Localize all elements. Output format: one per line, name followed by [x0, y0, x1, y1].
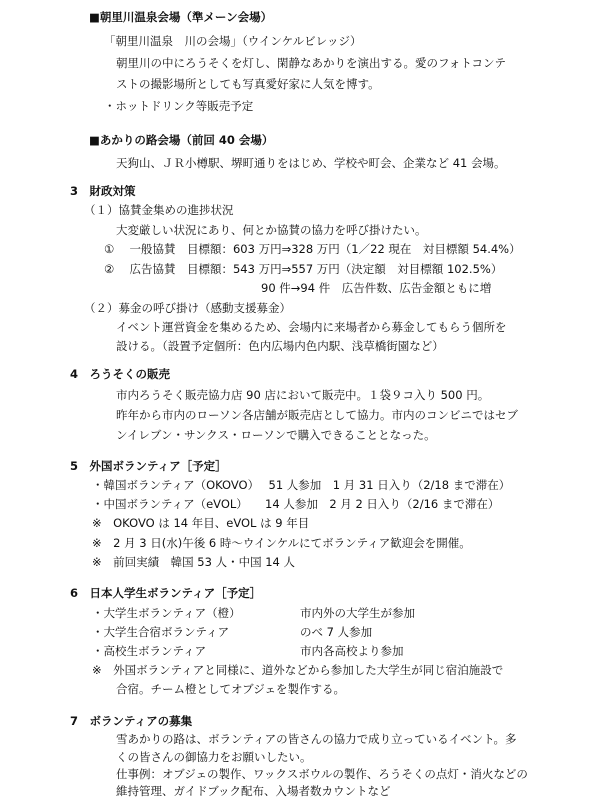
sponsorship-advertising: ② 広告協賛 目標額：543 万円⇒557 万円（決定額 対目標額 102.5%）	[104, 262, 503, 276]
section3-sub1-desc: 大変厳しい状況にあり、何とか協賛の協力を呼び掛けたい。	[116, 223, 427, 237]
student-volunteer-university-value: 市内外の大学生が参加	[300, 606, 415, 620]
section6-note-2: 合宿。チーム橙としてオブジェを製作する。	[116, 682, 345, 696]
student-volunteer-camp-value: のべ 7 人参加	[300, 625, 373, 639]
asarigawa-bullet: ・ホットドリンク等販売予定	[104, 99, 254, 113]
student-volunteer-university: ・大学生ボランティア（橙）	[92, 606, 241, 620]
akari-road-heading: ■あかりの路会場（前回 40 会場）	[89, 133, 274, 147]
section5-note-1: ※ OKOVO は 14 年目、eVOL は 9 年目	[92, 516, 310, 530]
section7-work-1: 仕事例：オブジェの製作、ワックスボウルの製作、ろうそくの点灯・消火などの	[116, 767, 528, 781]
akari-road-desc: 天狗山、ＪＲ小樽駅、堺町通りをはじめ、学校や町会、企業など 41 会場。	[116, 156, 506, 170]
section6-heading: 6 日本人学生ボランティア［予定］	[70, 586, 262, 600]
student-volunteer-camp: ・大学生合宿ボランティア	[92, 625, 230, 639]
section4-desc-2: 昨年から市内のローソン各店舗が販売店として協力。市内のコンビニではセブ	[116, 408, 519, 422]
section5-note-3: ※ 前回実績 韓国 53 人・中国 14 人	[92, 555, 296, 569]
section3-sub2-desc-1: イベント運営資金を集めるため、会場内に来場者から募金してもらう個所を	[116, 320, 507, 334]
sponsorship-advertising-note: 90 件→94 件 広告件数、広告金額ともに増	[261, 281, 492, 295]
asarigawa-subtitle: 「朝里川温泉 川の会場」（ウインケルビレッジ）	[104, 34, 362, 48]
section7-heading: 7 ボランティアの募集	[70, 714, 193, 728]
section5-heading: 5 外国ボランティア［予定］	[70, 459, 227, 473]
asarigawa-heading: ■朝里川温泉会場（準メーン会場）	[89, 10, 273, 24]
section7-desc-1: 雪あかりの路は、ボランティアの皆さんの協力で成り立っているイベント。多	[116, 732, 517, 746]
volunteer-china: ・中国ボランティア（eVOL） 14 人参加 2 月 2 日入り（2/16 まで滞在）	[92, 497, 500, 511]
sponsorship-general: ① 一般協賛 目標額：603 万円⇒328 万円（1／22 現在 対目標額 54.4%）	[104, 242, 521, 256]
section5-note-2: ※ 2 月 3 日(水)午後 6 時～ウインケルにてボランティア歓迎会を開催。	[92, 536, 471, 550]
student-volunteer-highschool: ・高校生ボランティア	[92, 644, 207, 658]
section3-sub1-heading: （１）協賛金集めの進捗状況	[84, 203, 234, 217]
asarigawa-desc-2: ストの撮影場所としても写真愛好家に人気を博す。	[116, 77, 380, 91]
section4-desc-1: 市内ろうそく販売協力店 90 店において販売中。１袋９コ入り 500 円。	[116, 388, 490, 402]
section3-sub2-desc-2: 設ける。（設置予定個所：色内広場内色内駅、浅草橋街園など）	[116, 339, 444, 353]
section6-note-1: ※ 外国ボランティアと同様に、道外などから参加した大学生が同じ宿泊施設で	[92, 663, 504, 677]
section3-heading: 3 財政対策	[70, 184, 136, 198]
section4-desc-3: ンイレブン・サンクス・ローソンで購入できることとなった。	[116, 428, 436, 442]
section7-work-2: 維持管理、ガイドブック配布、入場者数カウントなど	[116, 784, 391, 798]
volunteer-korea: ・韓国ボランティア（OKOVO） 51 人参加 1 月 31 日入り（2/18 まで滞在）	[92, 478, 511, 492]
asarigawa-desc-1: 朝里川の中にろうそくを灯し、閑静なあかりを演出する。愛のフォトコンテ	[116, 56, 506, 70]
section4-heading: 4 ろうそくの販売	[70, 367, 171, 381]
section3-sub2-heading: （２）募金の呼び掛け（感動支援募金）	[84, 301, 291, 315]
section7-desc-2: くの皆さんの御協力をお願いしたい。	[116, 750, 312, 764]
student-volunteer-highschool-value: 市内各高校より参加	[300, 644, 404, 658]
